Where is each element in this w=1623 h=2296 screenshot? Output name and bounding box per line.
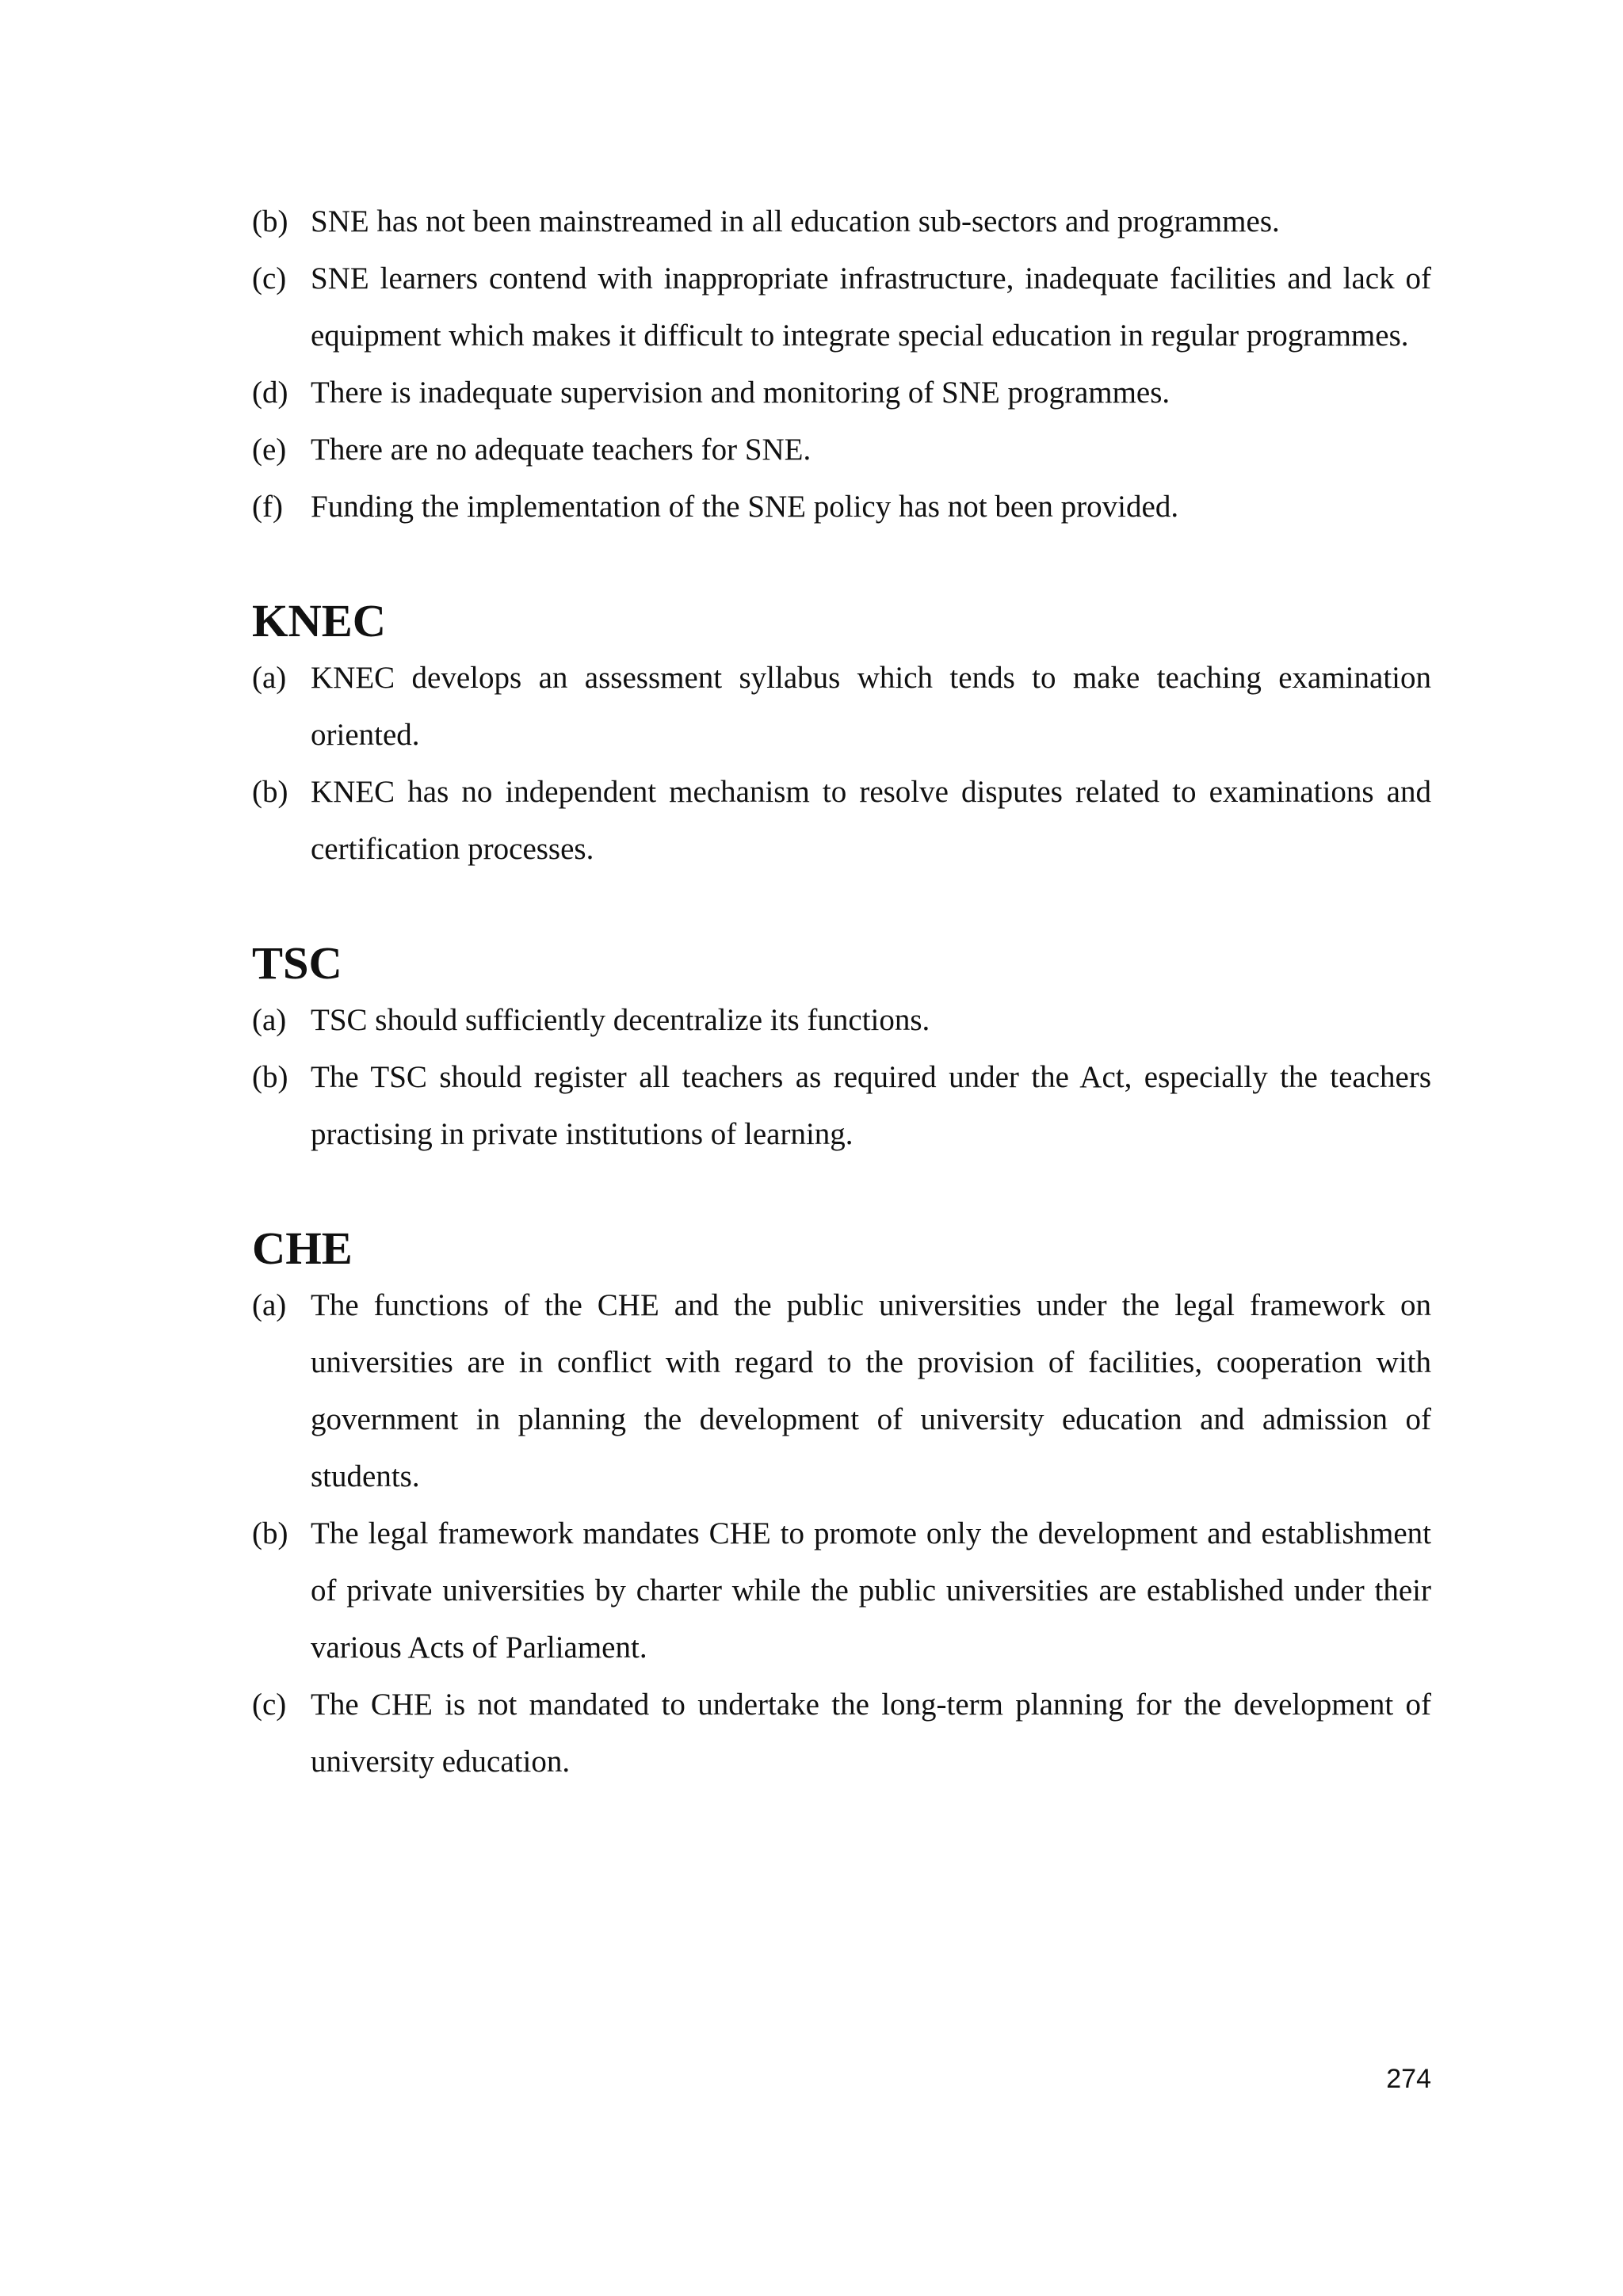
list-item	[252, 992, 1431, 1049]
list-item	[252, 764, 1431, 878]
section-knec	[252, 593, 1431, 878]
section-che	[252, 1220, 1431, 1791]
page-number: 274	[1386, 2064, 1431, 2094]
item-marker: (d)	[252, 376, 288, 410]
list-item	[252, 1676, 1431, 1791]
item-text: KNEC has no independent mechanism to resolve disputes related to examinations and certification processes.	[311, 775, 1431, 866]
list-item	[252, 364, 1431, 421]
item-text: The legal framework mandates CHE to promote only the development and establishment of private universities by charter while the public universities are established under their various Acts of Parliament.	[311, 1516, 1431, 1665]
section-tsc	[252, 935, 1431, 1163]
list-item	[252, 421, 1431, 479]
item-text: The CHE is not mandated to undertake the long-term planning for the development of university education.	[311, 1688, 1431, 1779]
knec-list	[252, 650, 1431, 878]
item-marker: (e)	[252, 433, 287, 467]
item-marker: (b)	[252, 1060, 288, 1094]
item-text: SNE has not been mainstreamed in all education sub-sectors and programmes.	[311, 204, 1280, 238]
item-marker: (a)	[252, 1003, 287, 1037]
item-marker: (a)	[252, 1288, 287, 1322]
item-marker: (a)	[252, 661, 287, 695]
item-text: There is inadequate supervision and monitoring of SNE programmes.	[311, 376, 1170, 410]
item-marker: (f)	[252, 490, 283, 524]
item-marker: (c)	[252, 261, 287, 296]
item-marker: (b)	[252, 204, 288, 238]
section-heading-knec: KNEC	[252, 595, 387, 646]
item-text: The TSC should register all teachers as required under the Act, especially the teachers practising in private institutions of learning.	[311, 1060, 1431, 1151]
list-item	[252, 1505, 1431, 1676]
document-page	[252, 193, 1431, 1791]
list-item	[252, 650, 1431, 764]
list-item	[252, 1277, 1431, 1505]
section-heading-tsc: TSC	[252, 937, 342, 989]
item-text: Funding the implementation of the SNE policy has not been provided.	[311, 490, 1179, 524]
che-list	[252, 1277, 1431, 1791]
item-text: There are no adequate teachers for SNE.	[311, 433, 812, 467]
item-text: TSC should sufficiently decentralize its functions.	[311, 1003, 930, 1037]
section-sne	[252, 193, 1431, 536]
list-item	[252, 1049, 1431, 1163]
sne-list	[252, 193, 1431, 536]
section-heading-che: CHE	[252, 1222, 353, 1274]
item-text: The functions of the CHE and the public universities under the legal framework on universities are in conflict with regard to the provision of facilities, cooperation with government in planning the development of university education and admission of students.	[311, 1288, 1431, 1493]
item-marker: (b)	[252, 775, 288, 809]
item-marker: (b)	[252, 1516, 288, 1550]
tsc-list	[252, 992, 1431, 1163]
list-item	[252, 479, 1431, 536]
item-text: KNEC develops an assessment syllabus which tends to make teaching examination oriented.	[311, 661, 1431, 752]
list-item	[252, 250, 1431, 364]
list-item	[252, 193, 1431, 250]
item-text: SNE learners contend with inappropriate infrastructure, inadequate facilities and lack of equipment which makes it difficult to integrate special education in regular programmes.	[311, 261, 1431, 353]
item-marker: (c)	[252, 1688, 287, 1722]
